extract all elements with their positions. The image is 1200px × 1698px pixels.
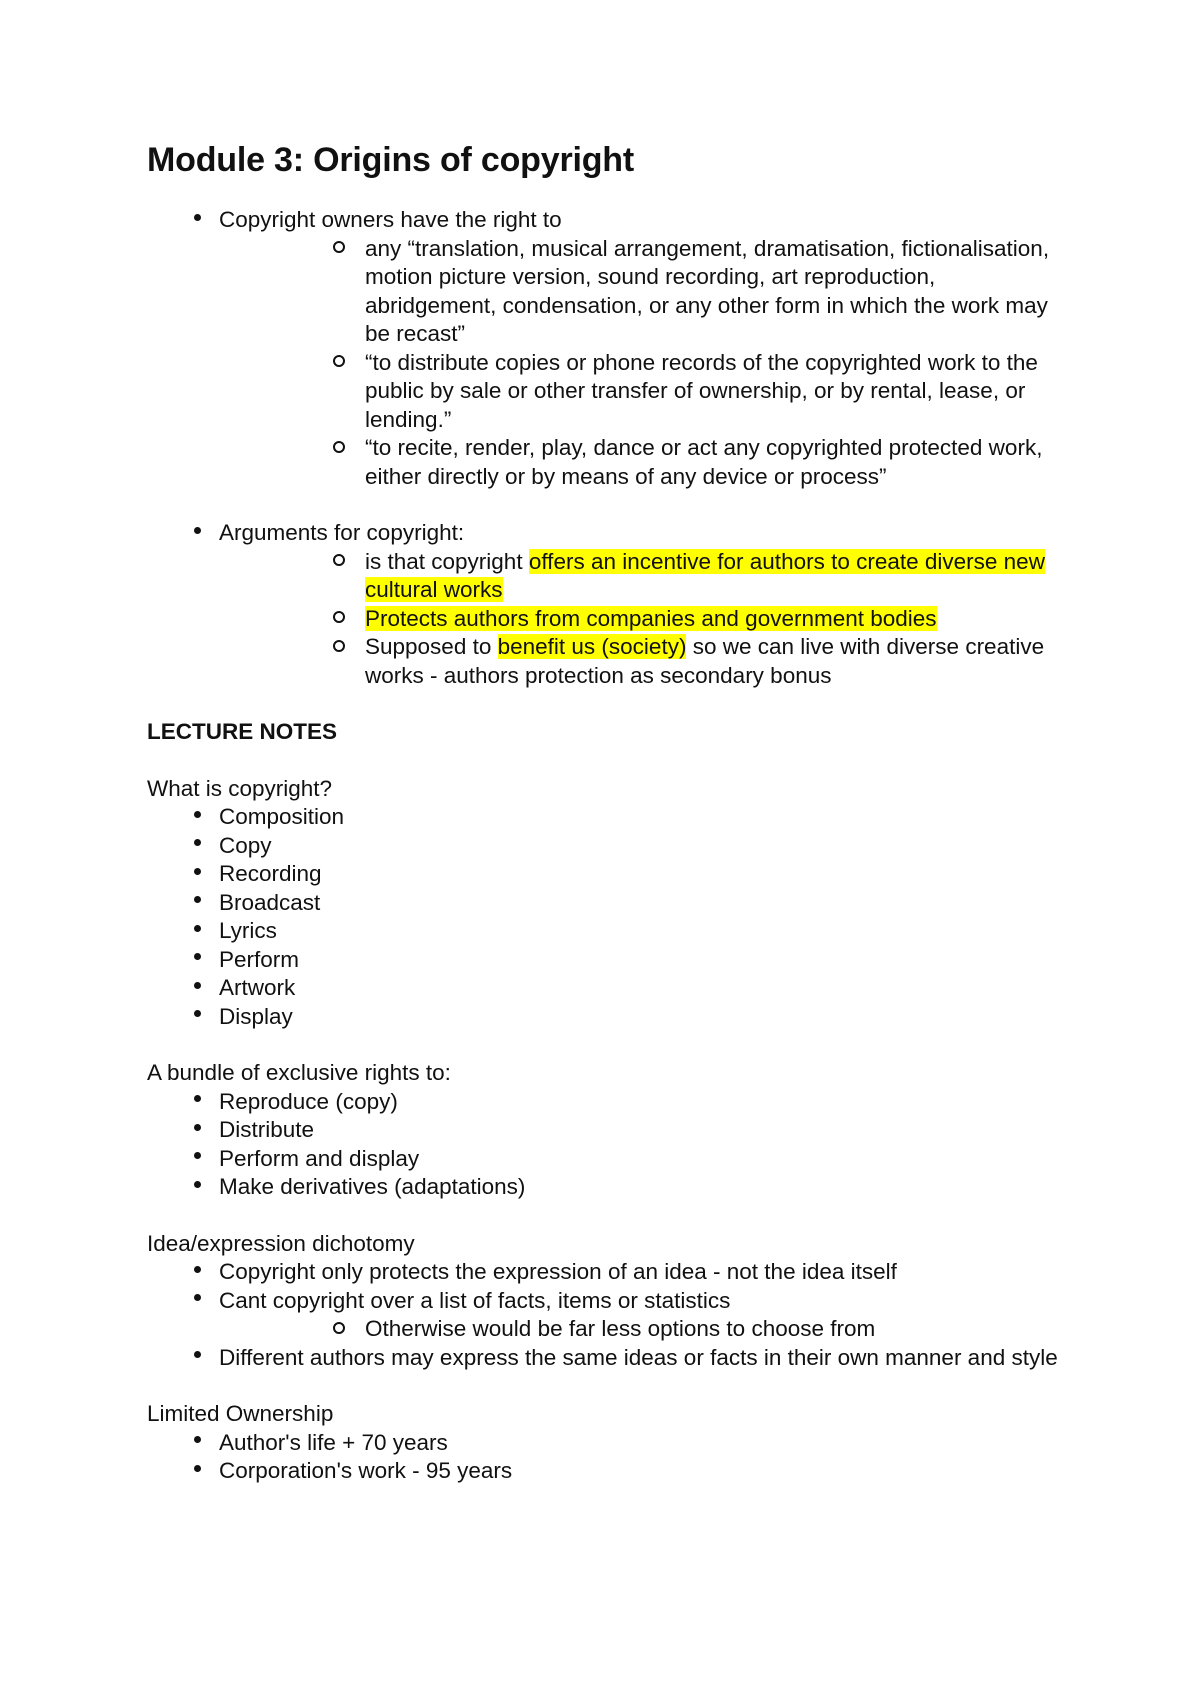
sub-list-item-text: Otherwise would be far less options to choose from <box>365 1316 876 1341</box>
list-item <box>147 860 1067 889</box>
section-heading: What is copyright? <box>147 775 333 801</box>
bullet-dot-icon <box>187 917 207 943</box>
bullet-dot-icon <box>187 803 207 829</box>
list-item-text: Perform and display <box>219 1145 420 1171</box>
bullet-dot-icon <box>187 1003 207 1029</box>
highlighted-text: offers an incentive for authors to create diverse new cultural works <box>365 548 1045 602</box>
bullet-circle-icon <box>329 349 349 377</box>
arguments-intro: Arguments for copyright: <box>219 520 465 545</box>
list-item-text: Cant copyright over a list of facts, items or statistics <box>219 1287 731 1313</box>
rights-item-3: “to recite, render, play, dance or act any copyrighted protected work, either directly or by means of any device or process” <box>365 435 1043 489</box>
argument-1-text: is that copyright <box>365 548 529 574</box>
section-heading: Idea/expression dichotomy <box>147 1230 415 1256</box>
document-content <box>147 140 1067 1486</box>
ownership-list <box>147 1429 1067 1486</box>
bullet-dot-icon <box>187 206 207 232</box>
sub-list-item <box>219 235 1067 349</box>
list-item <box>147 917 1067 946</box>
list-item <box>147 1287 1067 1344</box>
bullet-dot-icon <box>187 519 207 545</box>
list-item-text: Artwork <box>219 975 296 1000</box>
arguments-list <box>147 519 1067 690</box>
list-item-text: Composition <box>219 804 345 829</box>
sub-list-item <box>219 349 1067 435</box>
list-item-text: Copyright only protects the expression of an idea - not the idea itself <box>219 1259 897 1284</box>
bullet-dot-icon <box>187 1258 207 1284</box>
list-item <box>147 974 1067 1003</box>
bullet-dot-icon <box>187 1145 207 1171</box>
highlighted-text: Protects authors from companies and government bodies <box>365 605 937 631</box>
bullet-circle-icon <box>329 1315 349 1343</box>
list-item-text: Perform <box>219 946 300 972</box>
bullet-circle-icon <box>329 633 349 661</box>
bullet-dot-icon <box>187 860 207 886</box>
bullet-dot-icon <box>187 1287 207 1313</box>
idea-sublist <box>293 1315 1067 1344</box>
idea-list <box>147 1258 1067 1372</box>
argument-3-text-end: so we can live with diverse creative works - authors protection as secondary bonus <box>365 634 1045 688</box>
bullet-dot-icon <box>187 1088 207 1114</box>
arguments-sublist <box>293 548 1067 691</box>
rights-intro: Copyright owners have the right to <box>219 207 562 232</box>
list-item <box>147 1116 1067 1145</box>
list-item <box>147 1344 1067 1373</box>
bundle-list <box>147 1088 1067 1202</box>
list-item <box>147 1258 1067 1287</box>
section-heading: A bundle of exclusive rights to: <box>147 1060 451 1085</box>
list-item <box>147 1457 1067 1486</box>
bullet-circle-icon <box>329 434 349 462</box>
sub-list-item <box>219 605 1067 634</box>
highlighted-text: benefit us (society) <box>497 634 687 659</box>
list-item-text: Different authors may express the same ideas or facts in their own manner and style <box>219 1344 1058 1370</box>
list-item <box>147 889 1067 918</box>
list-item <box>147 519 1067 690</box>
list-item <box>147 1173 1067 1202</box>
bullet-circle-icon <box>329 235 349 263</box>
bullet-dot-icon <box>187 1173 207 1199</box>
list-item-text: Reproduce (copy) <box>219 1088 398 1114</box>
sub-list-item <box>219 434 1067 491</box>
list-item <box>147 1429 1067 1458</box>
sub-list-item <box>219 633 1067 690</box>
rights-list <box>147 206 1067 491</box>
list-item <box>147 832 1067 861</box>
sub-list-item <box>219 1315 1067 1344</box>
argument-3-text: Supposed to <box>365 634 498 659</box>
list-item <box>147 206 1067 491</box>
bullet-dot-icon <box>187 889 207 915</box>
rights-item-1: any “translation, musical arrangement, dramatisation, fictionalisation, motion picture version, sound recording, art reproduction, abridgement, condensation, or any other form in which the work may be recast” <box>365 235 1050 346</box>
rights-item-2: “to distribute copies or phone records of the copyrighted work to the public by sale or other transfer of ownership, or by rental, lease, or lending.” <box>365 349 1038 432</box>
rights-sublist <box>293 235 1067 492</box>
list-item-text: Distribute <box>219 1117 315 1142</box>
bullet-dot-icon <box>187 946 207 972</box>
bullet-dot-icon <box>187 1116 207 1142</box>
list-item-text: Copy <box>219 832 272 858</box>
list-item <box>147 1145 1067 1174</box>
lecture-notes-heading: LECTURE NOTES <box>147 719 338 744</box>
list-item-text: Make derivatives (adaptations) <box>219 1174 526 1199</box>
list-item-text: Display <box>219 1003 293 1029</box>
what-is-list <box>147 803 1067 1031</box>
list-item <box>147 803 1067 832</box>
section-heading: Limited Ownership <box>147 1401 334 1426</box>
list-item-text: Broadcast <box>219 889 321 915</box>
bullet-circle-icon <box>329 548 349 576</box>
bullet-dot-icon <box>187 1457 207 1483</box>
bullet-dot-icon <box>187 832 207 858</box>
page-title: Module 3: Origins of copyright <box>147 141 635 179</box>
list-item-text: Corporation's work - 95 years <box>219 1458 513 1483</box>
bullet-circle-icon <box>329 605 349 633</box>
list-item <box>147 946 1067 975</box>
list-item <box>147 1003 1067 1032</box>
bullet-dot-icon <box>187 974 207 1000</box>
sub-list-item <box>219 548 1067 605</box>
list-item-text: Lyrics <box>219 918 277 943</box>
bullet-dot-icon <box>187 1429 207 1455</box>
list-item-text: Recording <box>219 861 322 886</box>
list-item-text: Author's life + 70 years <box>219 1429 448 1455</box>
list-item <box>147 1088 1067 1117</box>
bullet-dot-icon <box>187 1344 207 1370</box>
